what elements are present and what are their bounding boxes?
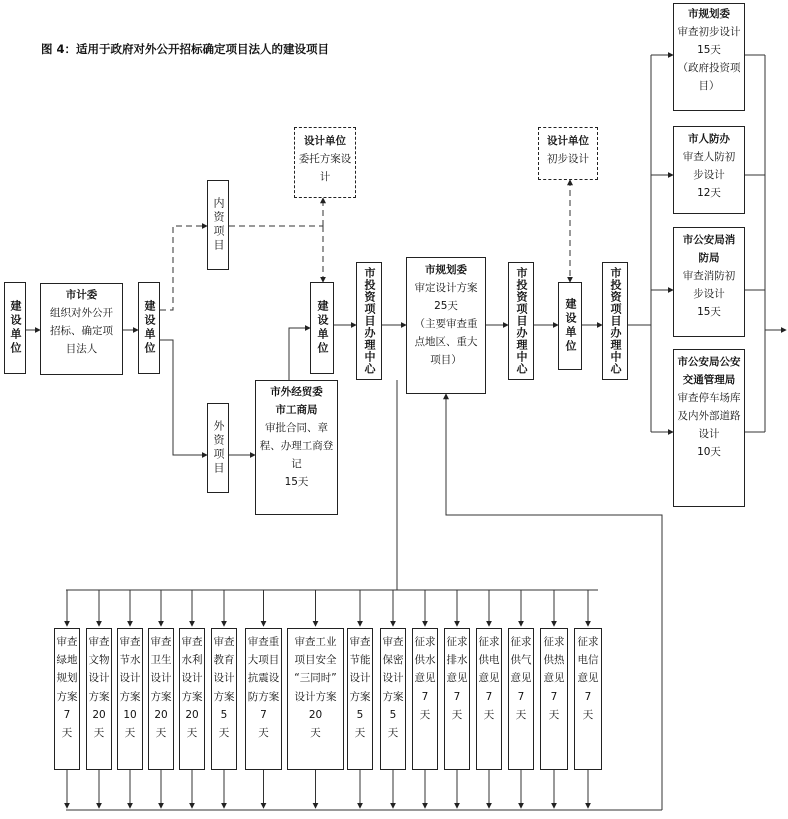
review-box <box>540 628 568 770</box>
node-label: 市投资项目办理中心 <box>515 267 528 375</box>
review-box-text: 征求 电信 意见 7 天 <box>577 636 599 721</box>
review-box <box>245 628 282 770</box>
node-xiaofang <box>673 227 745 337</box>
node-jianshe-1 <box>4 282 26 374</box>
review-box-text: 审查工业 项目安全 “三同时” 设计方案 20 天 <box>294 636 337 740</box>
node-jianshe-2 <box>138 282 160 374</box>
node-body: 组织对外公开招标、确定项目法人 <box>50 307 113 355</box>
node-touzi-1 <box>356 262 382 380</box>
review-box <box>412 628 438 770</box>
review-box-text: 审查 节能 设计 方案 5 天 <box>349 636 371 740</box>
review-box-text: 审查 保密 设计 方案 5 天 <box>382 636 404 740</box>
review-box <box>508 628 534 770</box>
node-title: 市人防办 <box>688 133 730 145</box>
node-title: 市计委 <box>65 289 98 301</box>
review-box-text: 审查 绿地 规划 方案 7 天 <box>56 636 78 740</box>
node-body: 初步设计 <box>547 153 589 165</box>
node-title: 设计单位 <box>547 135 589 147</box>
node-touzi-2 <box>508 262 534 380</box>
node-sheji-1 <box>294 127 356 198</box>
node-days: 15天 <box>697 306 721 318</box>
review-box-text: 征求 供电 意见 7 天 <box>478 636 500 721</box>
review-box-text: 审查 卫生 设计 方案 20 天 <box>150 636 172 740</box>
node-title: 设计单位 <box>304 135 346 147</box>
review-box <box>287 628 344 770</box>
node-waizi <box>207 403 229 493</box>
review-box <box>54 628 80 770</box>
node-guihua-2 <box>673 3 745 111</box>
node-title: 市公安局公安交通管理局 <box>677 356 741 386</box>
node-label: 内资项目 <box>212 197 225 253</box>
node-title: 市规划委 <box>688 8 730 20</box>
node-neizi <box>207 180 229 270</box>
node-days: 12天 <box>697 187 721 199</box>
review-box-text: 征求 供热 意见 7 天 <box>543 636 565 721</box>
node-days: 10天 <box>697 446 721 458</box>
review-box-text: 征求 排水 意见 7 天 <box>446 636 468 721</box>
node-label: 建设单位 <box>316 300 329 356</box>
review-box-text: 征求 供气 意见 7 天 <box>510 636 532 721</box>
node-label: 建设单位 <box>9 300 22 356</box>
node-jianshe-4 <box>558 282 582 370</box>
node-label: 市投资项目办理中心 <box>363 267 376 375</box>
review-box <box>347 628 373 770</box>
review-box-text: 审查重 大项目 抗震设 防方案 7 天 <box>247 636 280 740</box>
review-box <box>86 628 112 770</box>
node-body: 审查消防初步设计 <box>682 270 736 300</box>
review-box-text: 征求 供水 意见 7 天 <box>414 636 436 721</box>
review-box <box>211 628 237 770</box>
node-waijingmao <box>255 380 338 515</box>
review-box <box>476 628 502 770</box>
review-box-text: 审查 教育 设计 方案 5 天 <box>213 636 235 740</box>
node-jiwei <box>40 283 123 375</box>
node-days: 15天 <box>697 44 721 56</box>
node-guihua-1 <box>406 257 486 394</box>
node-title: 市公安局消防局 <box>682 234 736 264</box>
node-body: 委托方案设计 <box>298 153 352 183</box>
review-box <box>444 628 470 770</box>
node-label: 建设单位 <box>564 298 577 354</box>
node-jiaotong <box>673 349 745 507</box>
node-renfang <box>673 126 745 214</box>
node-note: （政府投资项目） <box>677 62 741 92</box>
node-days: 25天 <box>434 300 458 312</box>
node-note: （主要审查重点地区、重大项目） <box>414 318 478 366</box>
review-box <box>380 628 406 770</box>
review-box-text: 审查 水利 设计 方案 20 天 <box>181 636 203 740</box>
node-body: 审批合同、章程、办理工商登记 <box>259 422 334 470</box>
node-title: 市外经贸委 市工商局 <box>270 386 323 416</box>
node-jianshe-3 <box>310 282 334 374</box>
review-box <box>148 628 174 770</box>
node-label: 外资项目 <box>212 420 225 476</box>
node-label: 建设单位 <box>143 300 156 356</box>
node-days: 15天 <box>284 476 309 488</box>
review-box-text: 审查 节水 设计 方案 10 天 <box>119 636 141 740</box>
node-body: 审定设计方案 <box>414 282 478 294</box>
node-title: 市规划委 <box>425 264 467 276</box>
page-title: 图 4：适用于政府对外公开招标确定项目法人的建设项目 <box>41 42 330 56</box>
node-body: 审查人防初步设计 <box>682 151 736 181</box>
node-label: 市投资项目办理中心 <box>609 267 622 375</box>
node-body: 审查停车场库及内外部道路设计 <box>677 392 741 440</box>
review-box <box>117 628 143 770</box>
review-box <box>179 628 205 770</box>
review-box <box>574 628 602 770</box>
node-sheji-2 <box>538 127 598 180</box>
review-box-text: 审查 文物 设计 方案 20 天 <box>88 636 110 740</box>
node-body: 审查初步设计 <box>677 26 741 38</box>
node-touzi-3 <box>602 262 628 380</box>
